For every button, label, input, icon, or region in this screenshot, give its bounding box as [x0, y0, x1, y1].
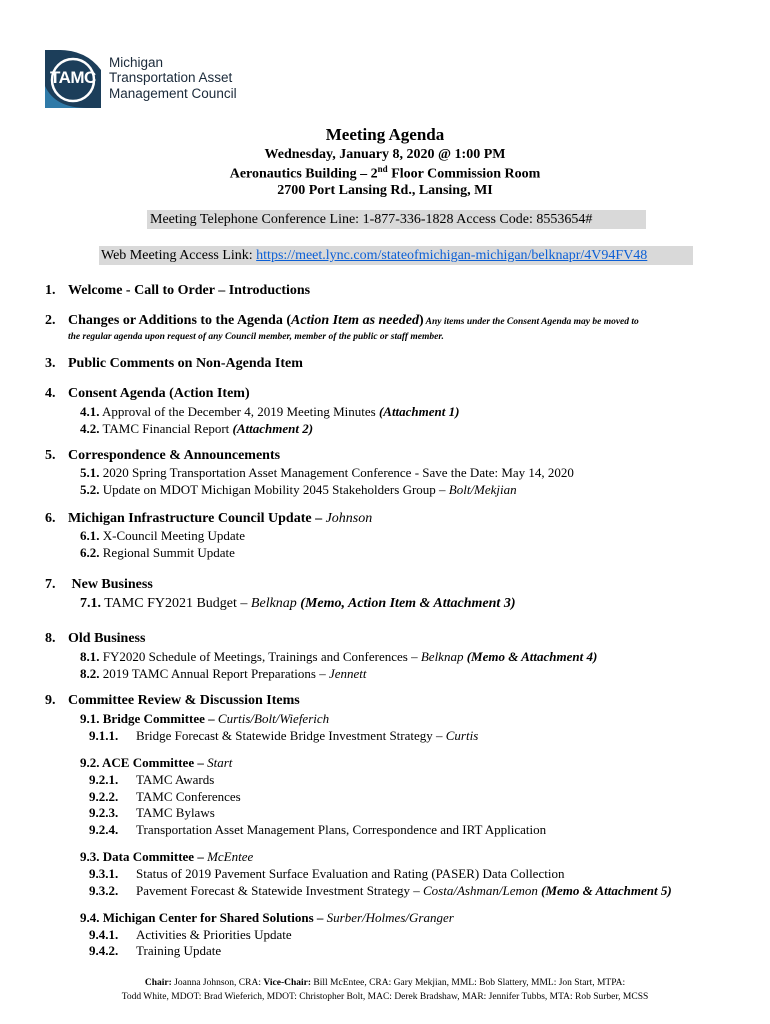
agenda-item-9-4-1: 9.4.1. Activities & Priorities Update	[89, 927, 292, 942]
agenda-item-9-4: 9.4. Michigan Center for Shared Solutions – Surber/Holmes/Granger	[80, 910, 454, 925]
phone-line: Meeting Telephone Conference Line: 1-877-336-1828 Access Code: 8553654#	[150, 212, 593, 227]
logo-text	[109, 55, 237, 102]
web-line	[101, 246, 647, 265]
agenda-item-4: 4. Consent Agenda (Action Item)	[45, 386, 250, 401]
agenda-item-9-1-1: 9.1.1. Bridge Forecast & Statewide Bridge Investment Strategy – Curtis	[89, 728, 479, 743]
tamc-logo-mark	[45, 46, 101, 110]
logo-line-1: Michigan	[109, 54, 164, 70]
agenda-item-7: 7. New Business	[45, 577, 153, 592]
agenda-item-1: 1. Welcome - Call to Order – Introductions	[45, 283, 311, 298]
agenda-item-2: 2. Changes or Additions to the Agenda (Action Item as needed) Any items under the Consent Agenda may be moved to	[45, 313, 639, 328]
agenda-item-9: 9. Committee Review & Discussion Items	[45, 693, 300, 708]
agenda-item-4-2: 4.2. TAMC Financial Report (Attachment 2)	[80, 421, 314, 436]
agenda-item-9-4-2: 9.4.2. Training Update	[89, 943, 222, 958]
agenda-item-5-1: 5.1. 2020 Spring Transportation Asset Management Conference - Save the Date: May 14, 2020	[80, 465, 574, 480]
footer-line-1: Chair: Joanna Johnson, CRA: Vice-Chair: Bill McEntee, CRA: Gary Mekjian, MML: Bob Slattery, MML: Jon Start, MTPA:	[144, 978, 626, 988]
agenda-item-3: 3. Public Comments on Non-Agenda Item	[45, 356, 303, 371]
agenda-item-9-3-1: 9.3.1. Status of 2019 Pavement Surface Evaluation and Rating (PASER) Data Collection	[89, 866, 565, 881]
agenda-item-9-1: 9.1. Bridge Committee – Curtis/Bolt/Wieferich	[80, 711, 330, 726]
agenda-item-7-1: 7.1. TAMC FY2021 Budget – Belknap (Memo, Action Item & Attachment 3)	[80, 596, 516, 611]
web-meeting-link[interactable]: https://meet.lync.com/stateofmichigan-michigan/belknapr/4V94FV48	[256, 248, 648, 263]
agenda-item-9-2-1: 9.2.1. TAMC Awards	[89, 772, 215, 787]
agenda-item-9-2-2: 9.2.2. TAMC Conferences	[89, 789, 241, 804]
page-title: Meeting Agenda	[325, 125, 445, 144]
agenda-item-8: 8. Old Business	[45, 631, 146, 646]
logo-line-3: Management Council	[109, 85, 237, 101]
agenda-item-9-2: 9.2. ACE Committee – Start	[80, 755, 233, 770]
meeting-date: Wednesday, January 8, 2020 @ 1:00 PM	[264, 147, 506, 162]
agenda-item-6-1: 6.1. X-Council Meeting Update	[80, 528, 245, 543]
agenda-item-2-note: the regular agenda upon request of any Council member, member of the public or staff member.	[68, 332, 444, 342]
web-label: Web Meeting Access Link:	[101, 248, 257, 263]
agenda-item-9-3: 9.3. Data Committee – McEntee	[80, 849, 254, 864]
logo-abbr: TAMC	[50, 68, 96, 87]
agenda-item-4-1: 4.1. Approval of the December 4, 2019 Meeting Minutes (Attachment 1)	[80, 404, 460, 419]
agenda-item-5-2: 5.2. Update on MDOT Michigan Mobility 2045 Stakeholders Group – Bolt/Mekjian	[80, 482, 517, 497]
agenda-item-6-2: 6.2. Regional Summit Update	[80, 545, 235, 560]
agenda-item-5: 5. Correspondence & Announcements	[45, 448, 281, 463]
tamc-logo	[45, 46, 237, 110]
agenda-item-9-3-2: 9.3.2. Pavement Forecast & Statewide Investment Strategy – Costa/Ashman/Lemon (Memo & Attachment 5)	[89, 883, 672, 898]
agenda-item-9-2-3: 9.2.3. TAMC Bylaws	[89, 805, 215, 820]
meeting-address: 2700 Port Lansing Rd., Lansing, MI	[277, 183, 493, 198]
agenda-item-8-1: 8.1. FY2020 Schedule of Meetings, Trainings and Conferences – Belknap (Memo & Attachment 4)	[80, 649, 598, 664]
meeting-location: Aeronautics Building – 2nd Floor Commission Room	[229, 164, 541, 182]
agenda-item-9-2-4: 9.2.4. Transportation Asset Management Plans, Correspondence and IRT Application	[89, 822, 547, 837]
logo-line-2: Transportation Asset	[109, 70, 233, 86]
agenda-item-8-2: 8.2. 2019 TAMC Annual Report Preparations – Jennett	[80, 666, 367, 681]
agenda-item-6: 6. Michigan Infrastructure Council Update – Johnson	[45, 511, 373, 526]
footer-line-2: Todd White, MDOT: Brad Wieferich, MDOT: Christopher Bolt, MAC: Derek Bradshaw, MAR: Jennifer Tubbs, MTA: Rob Surber, MCSS	[121, 992, 649, 1002]
